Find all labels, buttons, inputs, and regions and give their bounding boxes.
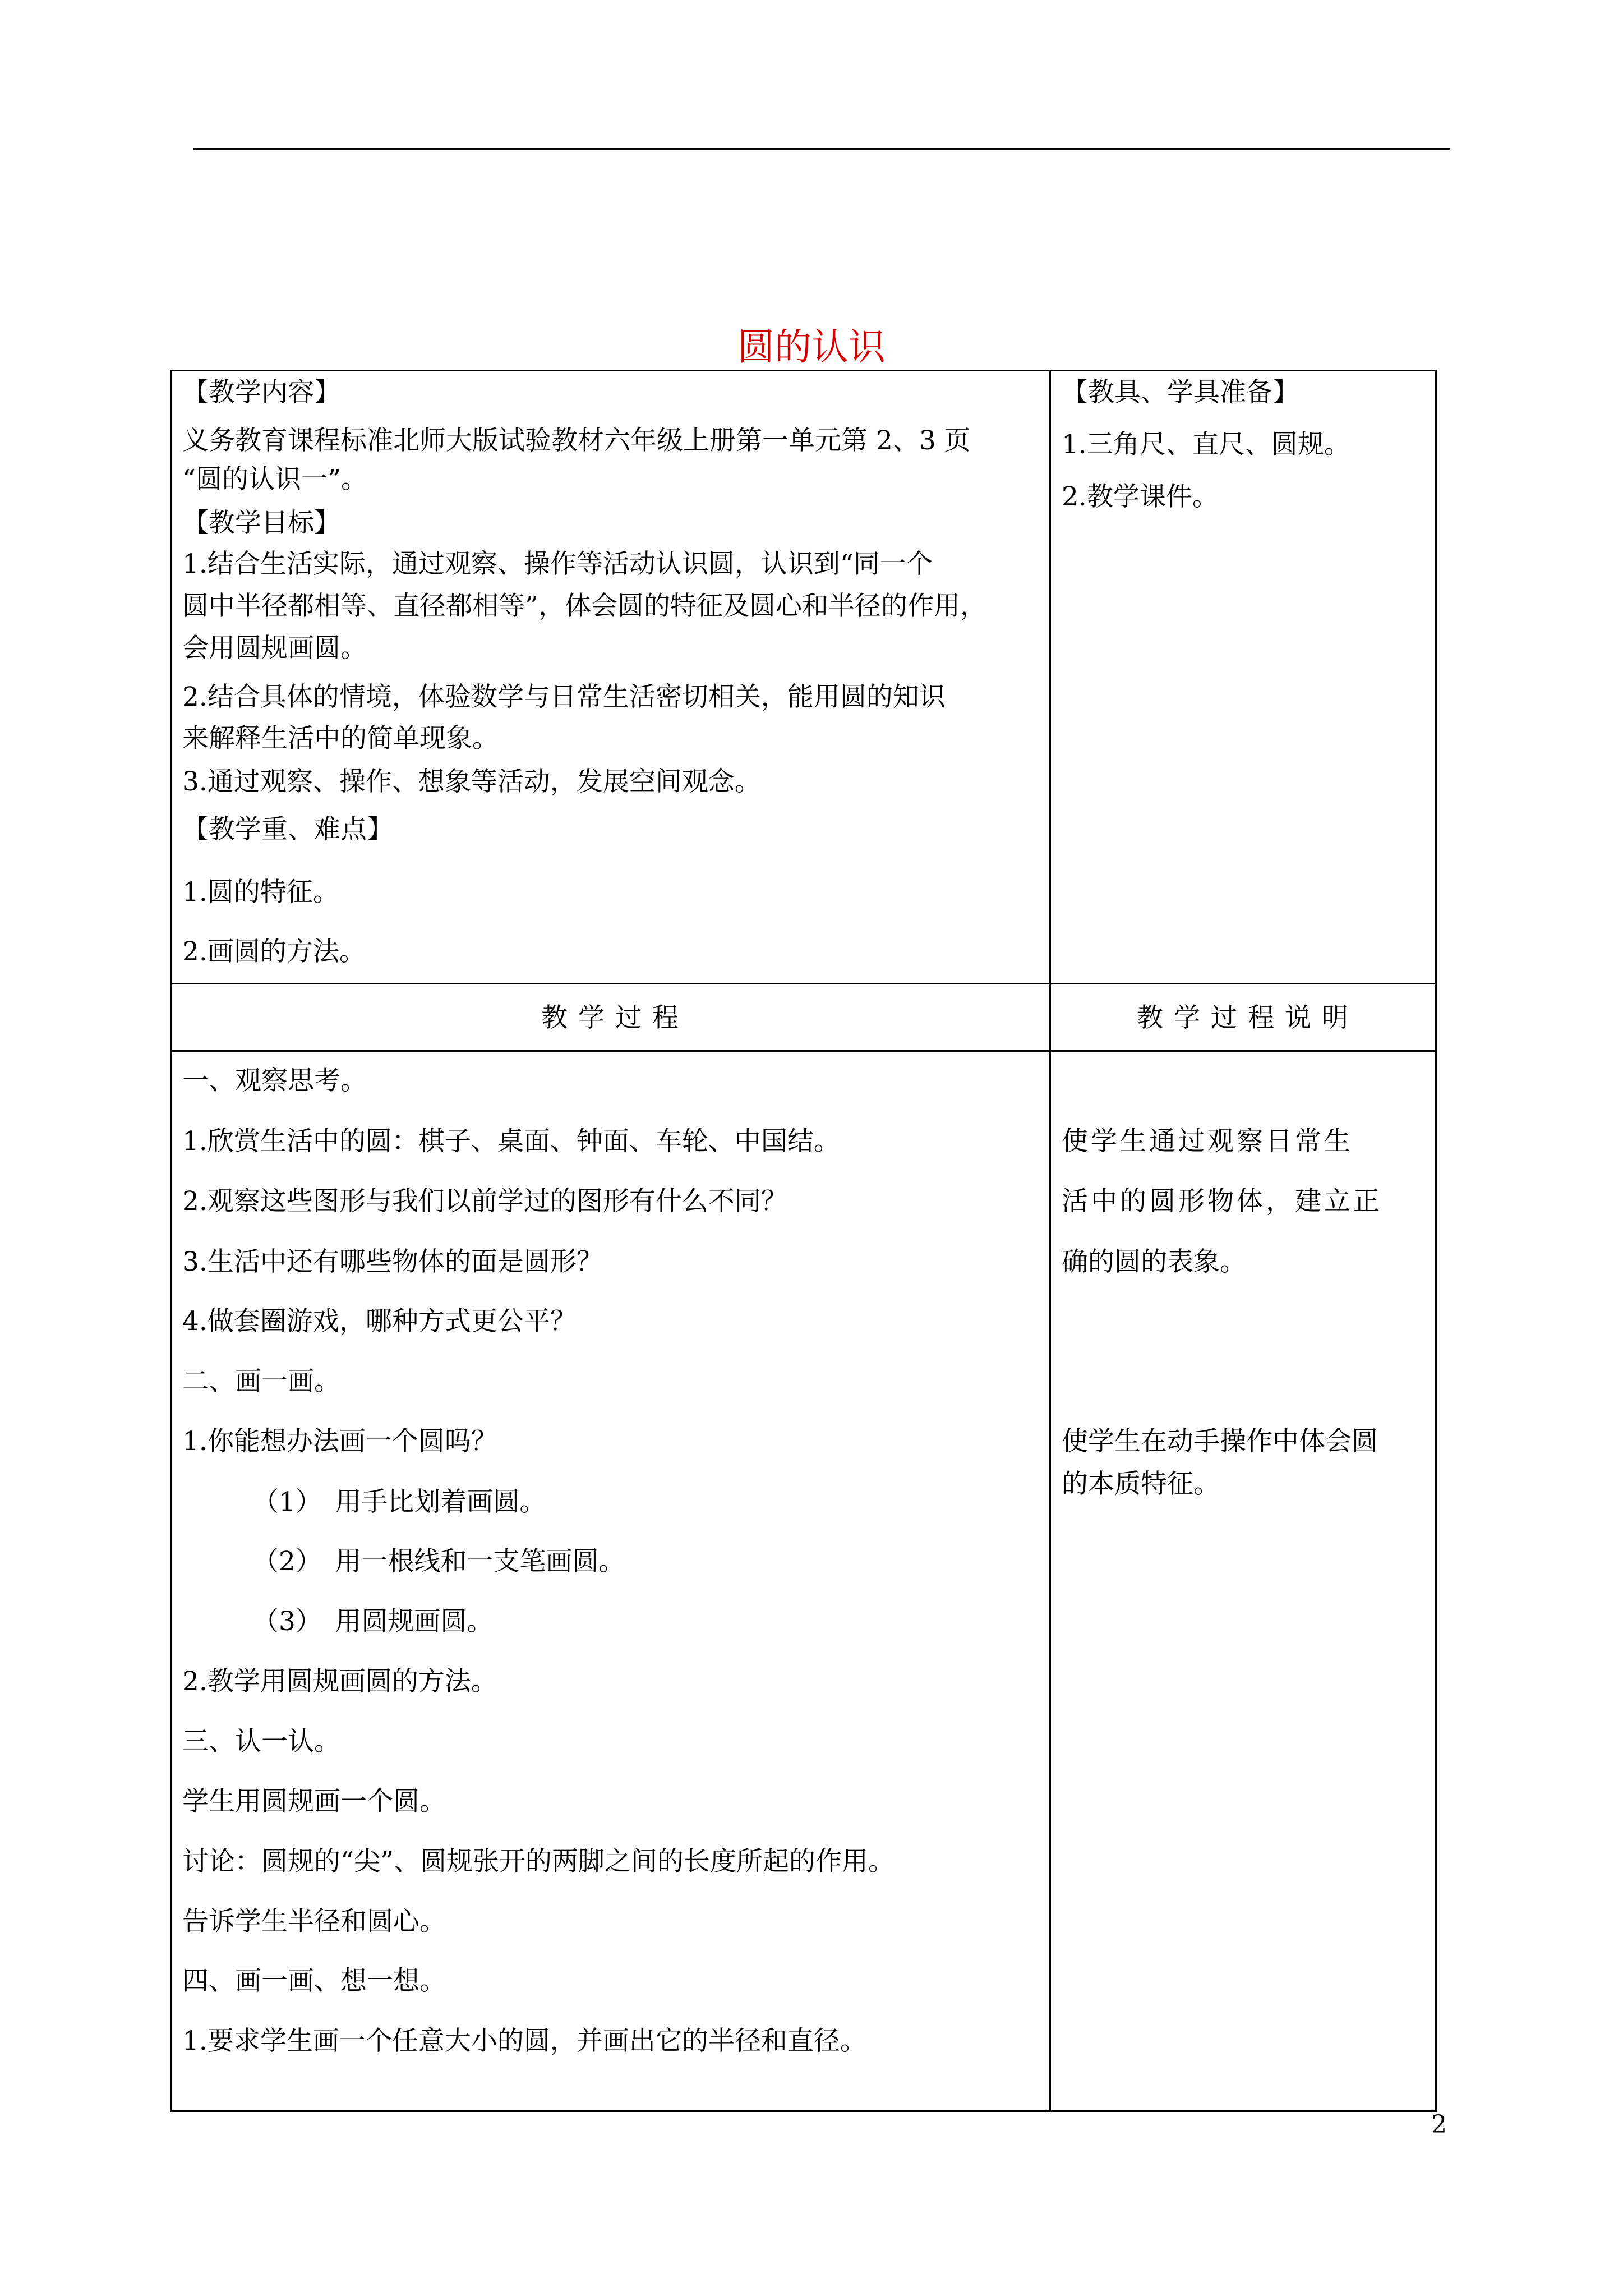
key-points-heading: 【教学重、难点】 [182,814,393,845]
explanation-header: 教 学 过 程 说 明 [1137,1002,1349,1033]
process-line: （3） 用圆规画圆。 [252,1606,494,1637]
objective-line: 来解释生活中的简单现象。 [182,723,499,754]
objective-line: 圆中半径都相等、直径都相等”，体会圆的特征及圆心和半径的作用， [182,591,987,622]
process-line: 二、画一画。 [182,1366,340,1397]
explanation-line: 确的圆的表象。 [1062,1246,1246,1277]
page-title: 圆的认识 [737,325,886,369]
process-line: 4.做套圈游戏，哪种方式更公平？ [182,1306,577,1337]
process-line: 1.要求学生画一个任意大小的圆，并画出它的半径和直径。 [182,2026,866,2056]
content-line: “圆的认识一”。 [182,464,368,495]
process-line: 2.观察这些图形与我们以前学过的图形有什么不同？ [182,1186,787,1217]
key-point-line: 1.圆的特征。 [182,877,339,908]
header-rule [193,148,1450,150]
process-line: 2.教学用圆规画圆的方法。 [182,1666,497,1697]
process-line: 四、画一画、想一想。 [182,1966,446,1996]
process-line: 1.你能想办法画一个圆吗？ [182,1426,497,1457]
explanation-line: 活中的圆形物体，建立正 [1062,1186,1382,1217]
content-line: 义务教育课程标准北师大版试验教材六年级上册第一单元第 2、3 页 [182,425,971,456]
content-heading: 【教学内容】 [182,377,340,408]
objective-line: 3.通过观察、操作、想象等活动，发展空间观念。 [182,766,761,797]
objective-line: 2.结合具体的情境，体验数学与日常生活密切相关，能用圆的知识 [182,682,946,712]
materials-line: 2.教学课件。 [1062,481,1219,512]
page-number: 2 [1431,2110,1447,2139]
process-line: 一、观察思考。 [182,1065,367,1096]
process-line: （1） 用手比划着画圆。 [252,1487,546,1517]
process-line: 学生用圆规画一个圆。 [182,1786,446,1817]
objective-line: 会用圆规画圆。 [182,633,367,664]
cell-materials [1049,370,1437,984]
materials-heading: 【教具、学具准备】 [1062,377,1299,408]
process-line: 告诉学生半径和圆心。 [182,1906,446,1937]
materials-line: 1.三角尺、直尺、圆规。 [1062,429,1350,460]
explanation-line: 的本质特征。 [1062,1469,1220,1499]
process-line: 三、认一认。 [182,1726,340,1757]
explanation-line: 使学生在动手操作中体会圆 [1062,1426,1378,1457]
process-line: 3.生活中还有哪些物体的面是圆形？ [182,1246,603,1277]
key-point-line: 2.画圆的方法。 [182,936,366,967]
explanation-line: 使学生通过观察日常生 [1062,1126,1353,1157]
process-line: （2） 用一根线和一支笔画圆。 [252,1546,625,1577]
process-header: 教 学 过 程 [541,1002,680,1033]
objective-line: 1.结合生活实际，通过观察、操作等活动认识圆，认识到“同一个 [182,549,933,579]
process-line: 讨论：圆规的“尖”、圆规张开的两脚之间的长度所起的作用。 [182,1846,895,1877]
objectives-heading: 【教学目标】 [182,508,340,539]
process-line: 1.欣赏生活中的圆：棋子、桌面、钟面、车轮、中国结。 [182,1126,840,1157]
